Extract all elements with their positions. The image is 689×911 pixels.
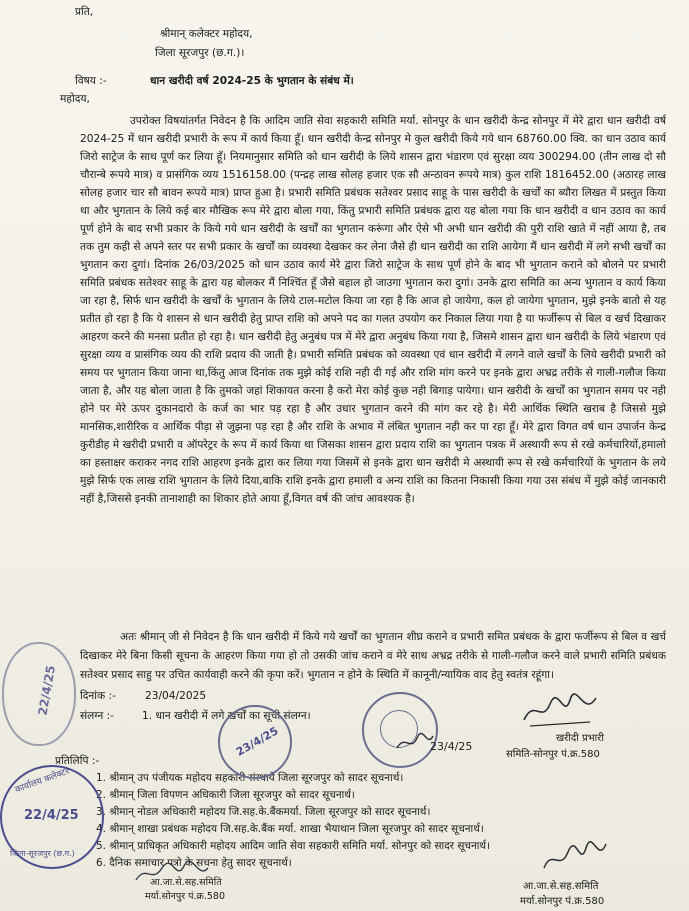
signature-bottom-right — [540, 838, 610, 882]
signatory-society: समिति-सोनपुर पं.क्र.580 — [506, 749, 600, 760]
cc-label: प्रतिलिपि :- — [55, 755, 100, 767]
district-stamp-text: जिला-सूरजपुर (छ.ग.) — [10, 849, 75, 858]
salutation: महोदय, — [60, 93, 90, 105]
collector-office-stamp — [0, 765, 104, 869]
enclosure-text: 1. धान खरीदी में लगे खर्चों का सूची संलग्न। — [142, 710, 311, 722]
left-sig-line2: मर्या.सोनपुर पं.क्र.580 — [145, 891, 225, 902]
request-paragraph: अतः श्रीमान् जी से निवेदन है कि धान खरीदी में किये गये खर्चों का भुगतान शीघ्र कराने व प्रभारी समित प्रबंधक के द्वारा फर्जीरूप से बिल व खर्च दिखाकर मेरे बिना किसी सूचना के आहरण किया गया हो तो उसकी जांच कराने व मेरे साथ अभ्रद्र तरीके से गाली-गलौज करने वाले प्रभारी समिति प्रबंधक सतेश्वर प्रसाद साहु पर उचित कार्यवाही करने की कृपा करें। भुगतान न होने के स्थिति में कानूनी/न्यायिक वाद हेतु स्वतंत्र रहूंगा। — [80, 631, 666, 681]
left-sig-line1: आ.जा.से.सह.समिति — [150, 877, 222, 888]
collector-office-text: कार्यालय कलेक्टर — [13, 766, 71, 796]
signature-top-right — [520, 690, 600, 732]
date-value: 23/04/2025 — [145, 690, 207, 702]
cc-item: 4. श्रीमान् शाखा प्रबंधक महोदय जि.सह.के.बैंक मर्या. शाखा भैयाथान जिला सूरजपुर को सादर सूचनार्थ। — [96, 823, 484, 835]
body-paragraph: उपरोक्त विषयांतर्गत निवेदन है कि आदिम जाति सेवा सहकारी समिति मर्या. सोनपुर के धान खरीदी केन्द्र सोनपुर में मेरे द्वारा धान खरीदी वर्ष 2024-25 में धान खरीदी प्रभारी के रूप में कार्य किया हूँ। धान खरीदी केन्द्र सोनपुर मे कुल खरीदी किये गये धान 68760.00 क्वि. का धान उठाव कार्य जिरो साट्रेज के साथ पूर्ण कर लिया हूँ। नियमानुसार समिति को धान खरीदी के लिये शासन द्वारा भंडारण एवं सुरक्षा व्यय 300294.00 (तीन लाख दो सौ चौरान्बे रूपये मात्र) व प्रासंगिक व्यय 1516158.00 (पन्द्रह लाख सोलह हजार एक सौ अन्ठावन रूपये मात्र) कुल राशि 1816452.00 (अठारह लाख सोलह हजार चार सौ बावन रूपये मात्र) प्राप्त हुआ है। प्रभारी समिति प्रबंधक सतेश्वर प्रसाद साहू के पास खरीदी के खर्चों का ब्यौरा लिखत में प्रस्तुत किया था और भुगतान के लिये कई बार मौखिक रूप मेरे द्वारा बोला गया, किंतु प्रभारी समिति प्रबंधक द्वारा यह बोला गया कि धान खरीदी व धान उठाव का कार्य पूर्ण होने के बाद सभी प्रकार के किये गये धान खरीदी के खर्चों का भुगतान करूंगा और ऐसे भी अभी धान खरीदी की पुरी राशि खाते में नहीं आया है, तब तक तुम कही से अपने स्तर पर सभी प्रकार के खर्चों का व्यवस्था देखकर कर लेना जैसे ही धान खरीदी का राशि आयेगा मैं धान खरीदी में लगे सभी खर्चों का भुगतान करा दुगां। दिनांक 26/03/2025 को धान उठाव कार्य मेरे द्वारा जिरो साट्रेज के साथ पूर्ण होने के बाद भी भुगतान कराने को बोलने पर प्रभारी समिति प्रबंधक सतेश्वर साहू के द्वारा यह बोलकर मैं निश्चिंत हूँ जैसे बहाल हो जाउगा भुगतान करा दुगां। उनके द्वारा समिति का अन्य भुगतान व कार्य किया जा रहा है, सिर्फ धान खरीदी के खर्चों के भुगतान के लिये टाल-मटोल किया जा रहा है कि आज हो जायेगा, कल हो जायेगा भुगतान, मुझे इनके बातो से यह प्रतीत हो रहा है कि ये शासन से धान खरीदी हेतु प्राप्त राशि को अपने पद का गलत उपयोग कर निकाल लिया गया है या फर्जीरूप से बिल व खर्च दिखाकर आहरण करने की मनसा प्रतीत हो रहा है। धान खरीदी हेतु अनुबंध पत्र में मेरे द्वारा अनुबंध किया गया है, जिसमे शासन द्वारा धान खरीदी के लिये भंडारण एवं सुरक्षा व्यय व प्रासंगिक व्यय की राशि प्रदाय की जाती है। प्रभारी समिति प्रबंधक को व्यवस्था एवं धान खरीदी में लगने वाले खर्चों के लिये खरीदी प्रभारी को समय पर भुगतान किया जाना था,किंतु आज दिनांक तक मुझे कोई राशि नही दी गई और राशि मांग करने पर इनके द्वारा अभ्रद्र तरीके से गाली-गलौज किया जाता है, और यह बोला जाता है कि तुमको जहां शिकायत करना है करो मेरा कोई कुछ नही बिगाड़ पायेगा। धान खरीदी के खर्चों का भुगतान समय पर नही होने पर मेरे ऊपर दुकानदारो के कर्ज का भार पड़ रहा है और उधार भुगतान करने की मांग कर रहे है। मेरी आर्थिक स्थिति खराब है जिससे मुझे मानसिक,शारीरिक व आर्थिक पीड़ा से जुझना पड़ रहा है और राशि के अभाव में लंबित भुगतान नही कर पा रहा हूँ। मेरे द्वारा विगत वर्ष धान उपार्जन केन्द्र कुरीडीह मे खरीदी प्रभारी व ऑपरेट्रर के रूप में कार्य किया था जिसका शासन द्वारा प्रदाय राशि का भुगतान पत्रक में अस्थायी रूप से रखे कर्मचारियों,हमालो का हस्ताक्षर कराकर नगद राशि आहरण इनके द्वारा कर लिया गया जिसमें से इनके द्वारा धान खरीदी मे अस्थायी रूप से रखे कर्मचारियों के भुगतान के लये मुझे सिर्फ एक लाख राशि भुगतान के लिये दिया,बाकि राशि इनके द्वारा हमाली व अन्य राशि का कितना निकासी किया गया उस संबंध में मुझे कोई जानकारी नहीं है,जिससे इनकी तानाशाही का शिकार होते आया हूँ,विगत वर्ष की जांच आवश्यक है। — [80, 115, 666, 505]
signatory-title: खरीदी प्रभारी — [556, 733, 604, 744]
addressee-district: जिला सूरजपुर (छ.ग.)। — [155, 47, 245, 59]
cc-item: 6. दैनिक समाचार पत्रो के सचना हेतु सादर सूचनार्थ। — [96, 857, 292, 869]
bottom-sig-line1: आ.जा.से.सह.समिति — [523, 881, 599, 892]
bottom-sig-line2: मर्या.सोनपुर पं.क्र.580 — [520, 896, 605, 907]
subject-text: धान खरीदी वर्ष 2024-25 के भुगतान के संबंध में। — [150, 75, 354, 87]
date-label: दिनांक :- — [80, 690, 116, 702]
round-stamp-date: 23/4/25 — [233, 724, 281, 759]
collector-stamp-date: 22/4/25 — [24, 808, 79, 823]
subject-label: विषय :- — [75, 75, 107, 87]
cc-item: 1. श्रीमान् उप पंजीयक महोदय सहकारी संस्थाये जिला सूरजपुर को सादर सूचनार्थ। — [96, 772, 404, 784]
initials-signature — [395, 730, 435, 754]
society-stamp-date: 23/4/25 — [430, 740, 473, 753]
cc-item: 5. श्रीमान् प्राधिकृत अधिकारी महोदय आदिम जाति सेवा सहकारी समिति मर्या. सोनपुर को सादर सूचनार्थ। — [96, 840, 490, 852]
cc-item: 3. श्रीमान् नोडल अधिकारी महोदय जि.सह.के.बैंकमर्या. जिला सूरजपुर को सादर सूचनार्थ। — [96, 806, 431, 818]
enclosure-label: संलग्न :- — [80, 710, 114, 722]
cc-item: 2. श्रीमान् जिला विपणन अधिकारी जिला सूरजपुर को सादर सूचनार्थ। — [96, 789, 355, 801]
round-stamp — [218, 705, 292, 779]
receipt-stamp — [2, 642, 76, 746]
to-label: प्रति, — [75, 6, 94, 18]
receipt-stamp-date: 22/4/25 — [35, 664, 59, 717]
addressee: श्रीमान् कलेक्टर महोदय, — [160, 28, 253, 40]
